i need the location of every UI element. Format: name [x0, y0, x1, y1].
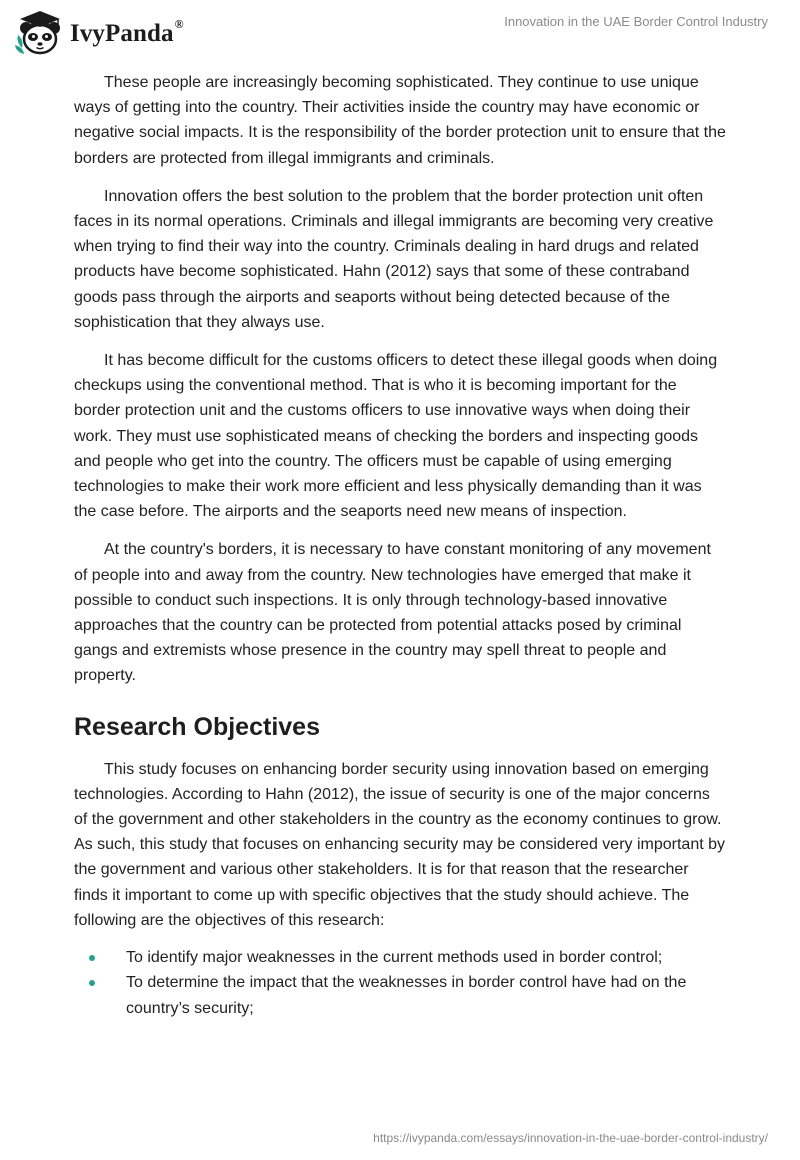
bullet-dot-icon	[89, 980, 95, 986]
brand-name	[70, 16, 184, 48]
paragraph: This study focuses on enhancing border security using innovation based on emerging technologies. According to Hahn (2012), the issue of security is one of the major concerns of the government and other stakeholders in the country as the economy continues to grow. As such, this study that focuses on enhancing security may be considered very important by the government and various other stakeholders. It is for that reason that the researcher finds it important to come up with specific objectives that the study should achieve. The following are the objectives of this research:	[74, 760, 725, 929]
paragraph: These people are increasingly becoming sophisticated. They continue to use unique ways of getting into the country. Their activities inside the country may have economic or negative social impacts. It is the responsibility of the border protection unit to ensure that the borders are protected from illegal immigrants and criminals.	[74, 74, 726, 167]
list-item	[74, 945, 726, 970]
paragraph: It has become difficult for the customs officers to detect these illegal goods when doing checkups using the conventional method. That is who it is becoming important for the border protection unit and the customs officers to use innovative ways when doing their work. They must use sophisticated means of checking the borders and inspecting goods and people who get into the country. The officers must be capable of using emerging technologies to make their work more efficient and less physically demanding than it was the case before. The airports and the seaports need new means of inspection.	[74, 352, 718, 521]
brand-text: IvyPanda	[70, 20, 174, 47]
section-heading: Research Objectives	[74, 712, 320, 741]
page-header	[0, 0, 800, 62]
paragraph: At the country's borders, it is necessary to have constant monitoring of any movement of people into and away from the country. New technologies have emerged that make it possible to conduct such inspections. It is only through technology-based innovative approaches that the country can be protected from potential attacks posed by criminal gangs and extremists whose presence in the country may spell threat to people and property.	[74, 541, 711, 685]
paragraph: Innovation offers the best solution to the problem that the border protection unit often faces in its normal operations. Criminals and illegal immigrants are becoming very creative when trying to find their way into the country. Criminals dealing in hard drugs and related products have become sophisticated. Hahn (2012) says that some of these contraband goods pass through the airports and seaports without being detected because of the sophistication that they always use.	[74, 187, 714, 331]
objectives-list	[74, 945, 726, 1021]
ivypanda-logo[interactable]	[14, 8, 184, 58]
bullet-dot-icon	[89, 955, 95, 961]
essay-content	[74, 70, 726, 1021]
list-item-text: To determine the impact that the weaknesses in border control have had on the country’s security;	[126, 974, 687, 1017]
panda-graduation-cap-icon	[14, 8, 66, 58]
list-item-text: To identify major weaknesses in the current methods used in border control;	[126, 949, 663, 967]
list-item	[74, 970, 726, 1020]
registered-mark: ®	[174, 16, 184, 31]
source-url[interactable]: https://ivypanda.com/essays/innovation-in-the-uae-border-control-industry/	[373, 1131, 768, 1145]
document-title: Innovation in the UAE Border Control Industry	[504, 14, 768, 29]
